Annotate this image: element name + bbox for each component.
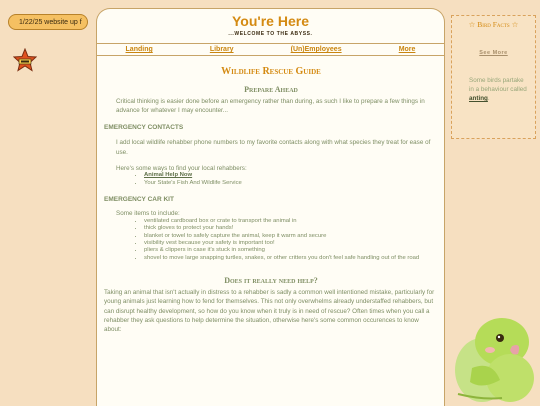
find-links-list [144,172,438,187]
nav-bar [97,43,444,56]
nav-link-landing[interactable]: Landing [125,46,153,53]
list-item: • Your State's Fish And Wildlife Service [144,180,438,187]
list-item: • ventilated cardboard box or crate to transport the animal in [144,218,438,225]
kit-intro: Some items to include: [116,210,180,218]
list-item: • visibility vest because your safety is important too! [144,240,438,247]
kit-list [144,218,438,262]
nav-link-employees[interactable]: (Un)Employees [290,46,342,53]
bird-facts-title: ☆ Bird Facts ☆ [468,20,519,29]
bird-fact-text: Some birds partake in a behaviour called anting. [469,77,527,102]
content-area [97,66,444,334]
site-subtitle: ...WELCOME TO THE ABYSS. [228,31,313,37]
anting-link[interactable]: anting [469,95,488,102]
site-title: You're Here [232,13,309,29]
see-more-link[interactable]: See More [479,50,508,56]
contacts-heading: EMERGENCY CONTACTS [104,124,184,132]
list-item: • shovel to move large snapping turtles, snakes, or other critters you don't feel safe handling out of the road [144,255,438,262]
prepare-heading: Prepare Ahead [244,85,298,94]
nav-link-more[interactable]: More [398,46,416,53]
help-text: Taking an animal that isn't actually in distress to a rehabber is sadly a common well intentioned mistake, particularly for young animals just learning how to fend for themselves. This not only overwhelms already understaffed rehabbers, but can disrupt healthy development, so how do you know when it truly is in need of rescue? Often times when you call a rehabber they ask questions to help determine the situation, otherwise here's some common occurences to know about: [104,289,435,334]
kit-heading: EMERGENCY CAR KIT [104,196,174,204]
contacts-text: I add local wildlife rehabber phone numbers to my favorite contacts along with what species they treat for ease of use. [116,139,431,156]
help-heading: Does it really need help? [224,276,318,286]
main-panel [96,8,445,406]
nav-link-library[interactable]: Library [209,46,234,53]
list-item: • pliers & clippers in case it's stuck in something [144,247,438,254]
find-text: Here's some ways to find your local rehabbers: [116,164,247,172]
prepare-text: Critical thinking is easier done before an emergency rather than during, as such I like to prepare a few things in advance for whatever I may encounter... [116,98,425,115]
list-item [144,172,438,179]
update-ticker [8,14,88,30]
ticker-text: 1/22/25 website up f [19,19,82,26]
star-badge-icon[interactable] [13,48,37,72]
list-item: • blanket or towel to safely capture the animal, keep it warm and secure [144,233,438,240]
parrot-mascot-icon [452,310,538,405]
list-item: • thick gloves to protect your hands! [144,225,438,232]
page-title: Wildlife Rescue Guide [221,66,321,77]
animal-help-now-link[interactable]: Animal Help Now [144,172,193,179]
bird-facts-box [451,15,536,139]
